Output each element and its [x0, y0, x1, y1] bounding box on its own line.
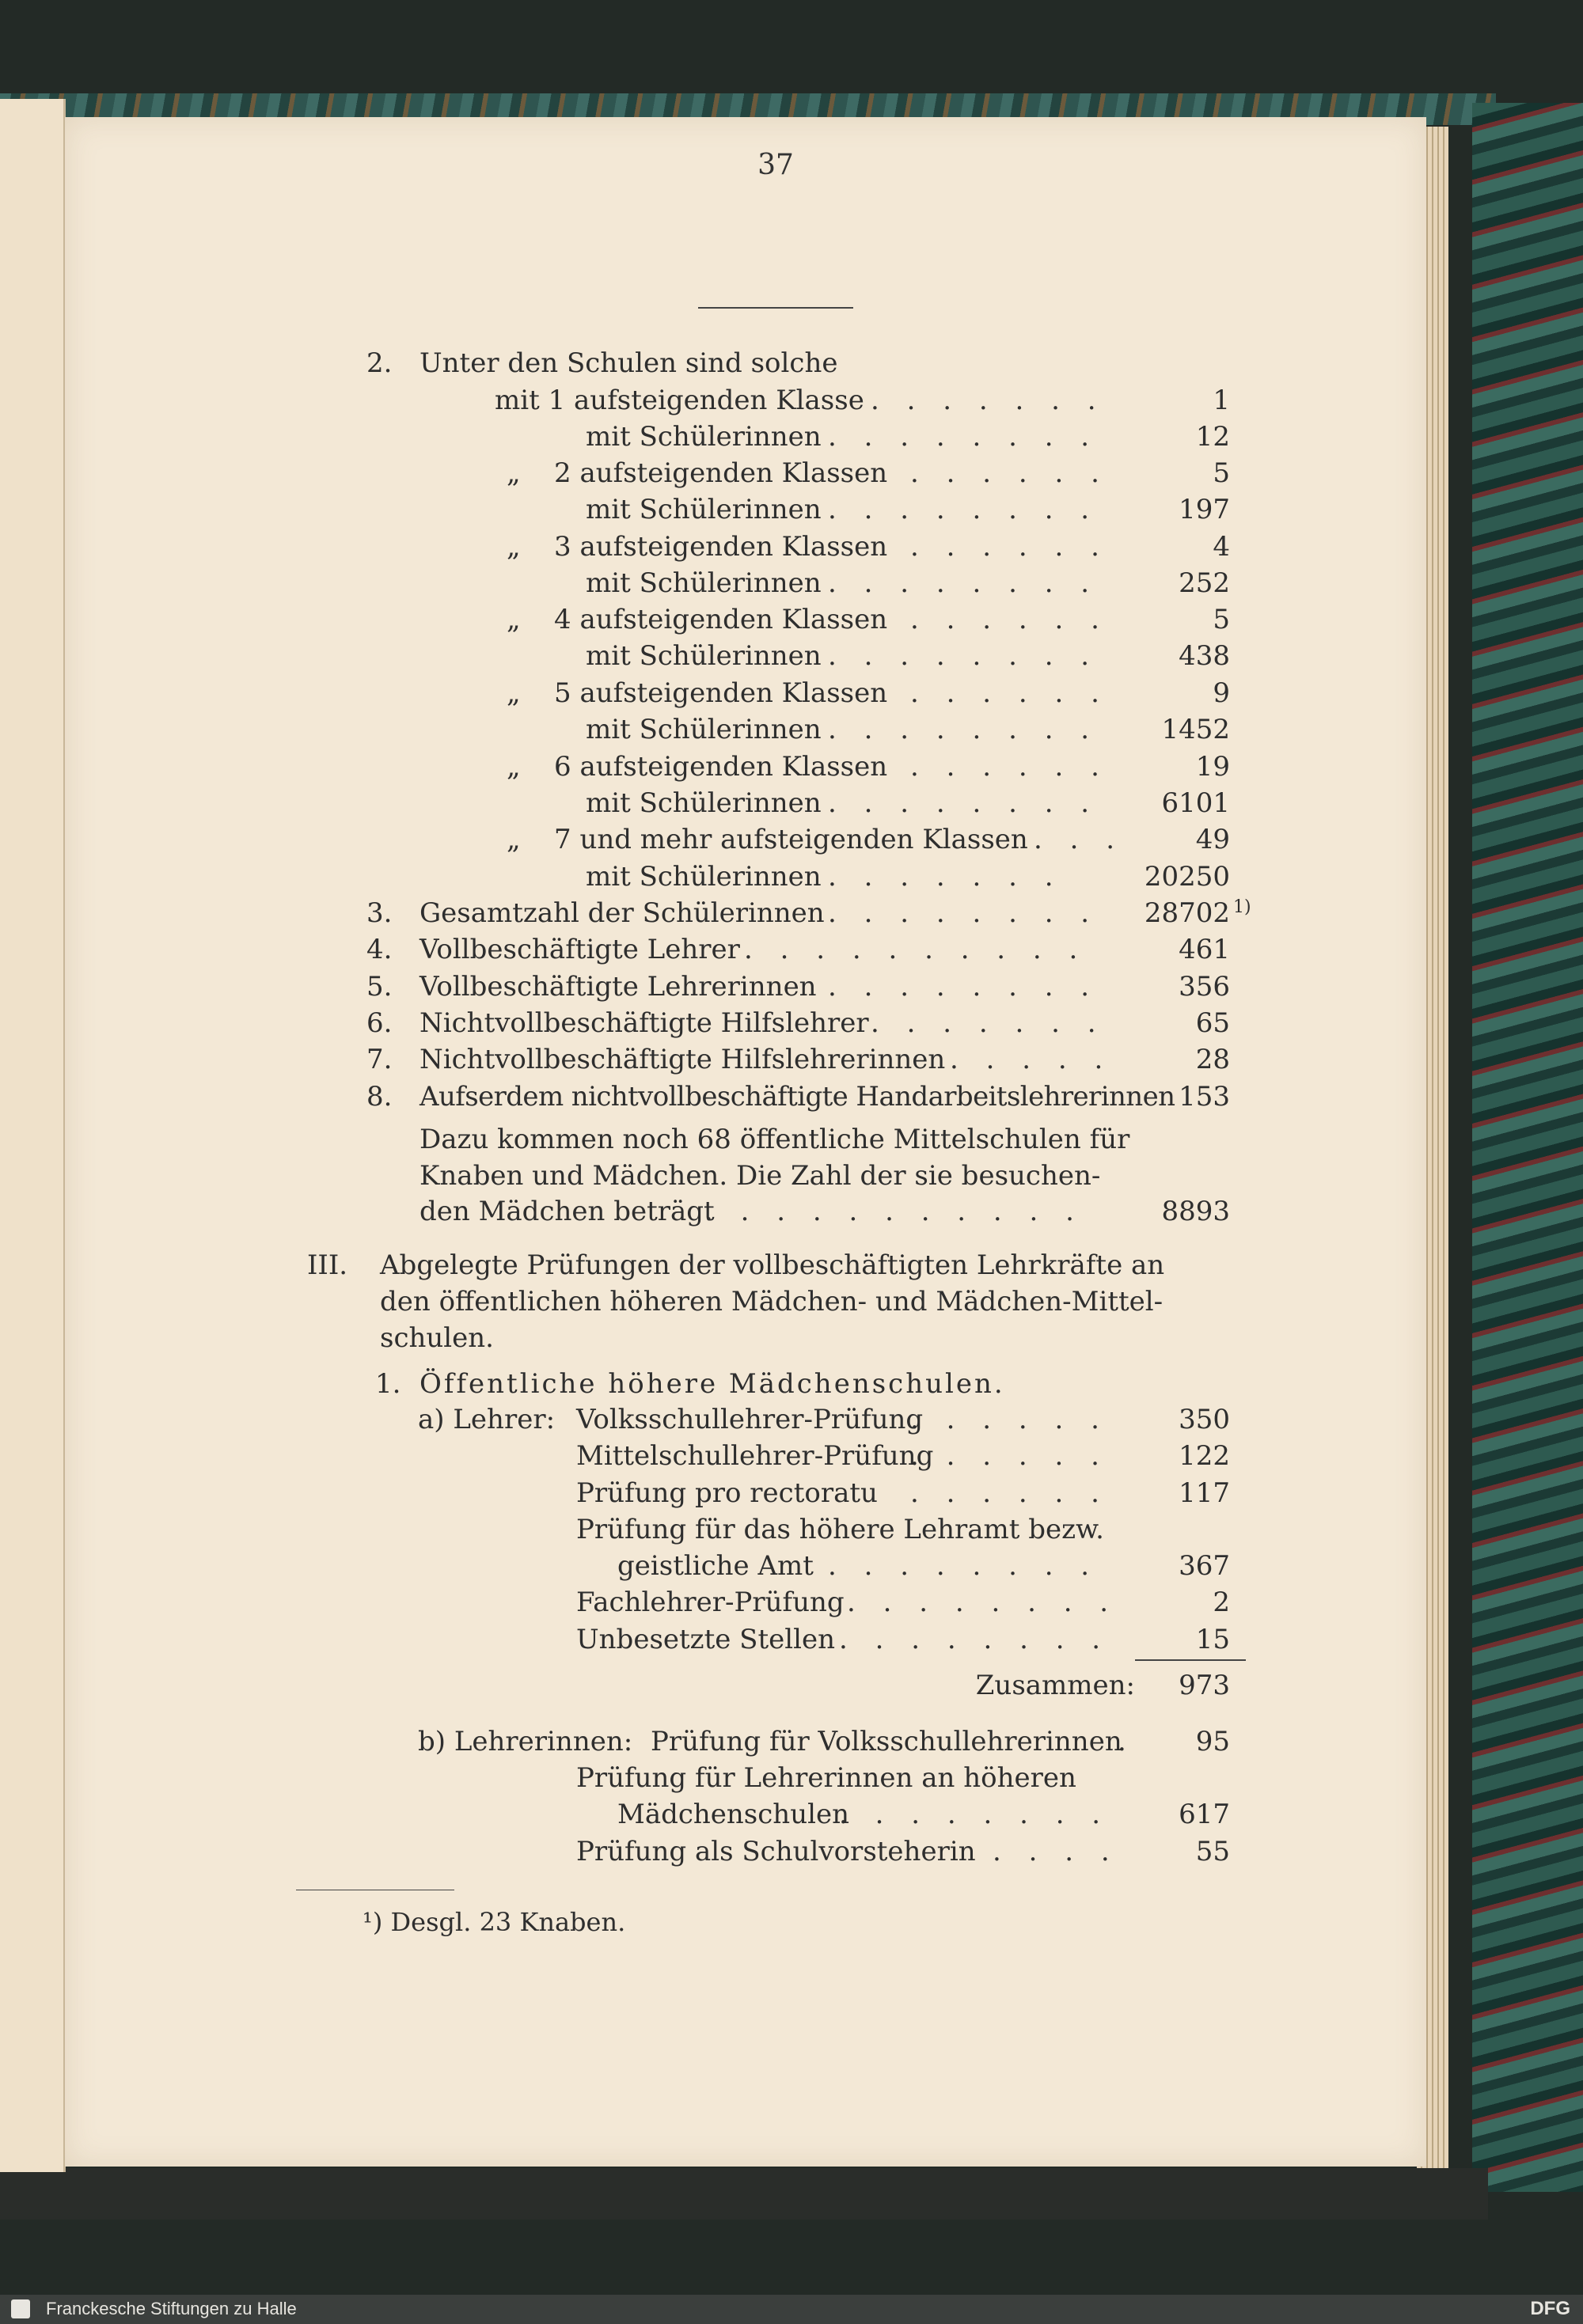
- item-label: Vollbeschäftigte Lehrerinnen: [419, 971, 817, 1003]
- leader-dots: . . . . . . . .: [828, 494, 1099, 525]
- footnote-ref: 1): [1233, 897, 1251, 917]
- leader-dots: . . . . . .: [910, 604, 1109, 635]
- class-row-label: 2 aufsteigenden Klassen: [554, 457, 888, 489]
- leader-dots: . . . . . .: [910, 531, 1109, 563]
- leader-dots: . . . . . . . .: [828, 714, 1099, 745]
- leader-dots: . . . . . .: [910, 1404, 1109, 1435]
- leader-dots: . . . . . . . .: [828, 971, 1099, 1003]
- exam-value: 367: [1179, 1550, 1230, 1582]
- footnote: ¹) Desgl. 23 Knaben.: [363, 1907, 626, 1937]
- exam-label: Volksschullehrer-Prüfung: [576, 1404, 924, 1435]
- item-label: Gesamtzahl der Schülerinnen: [419, 897, 825, 929]
- total-label: Zusammen:: [975, 1670, 1135, 1701]
- item-value: 65: [1195, 1007, 1230, 1039]
- class-row-value: 1: [1213, 385, 1230, 416]
- class-row-value: 49: [1195, 824, 1230, 855]
- leader-dots: . . . . . . . .: [839, 1624, 1110, 1655]
- ditto-mark: „: [507, 677, 521, 709]
- class-row-label: 5 aufsteigenden Klassen: [554, 677, 888, 709]
- exam-value: 2: [1213, 1587, 1230, 1618]
- students-row-value: 1452: [1161, 714, 1230, 745]
- class-row-label: 3 aufsteigenden Klassen: [554, 531, 888, 563]
- students-row-label: mit Schülerinnen: [586, 567, 822, 599]
- library-name: Franckesche Stiftungen zu Halle: [46, 2299, 297, 2318]
- exam-value: 617: [1179, 1799, 1230, 1830]
- section-heading-line: Abgelegte Prüfungen der vollbeschäftigten Lehrkräfte an: [380, 1249, 1165, 1281]
- ditto-mark: „: [507, 457, 521, 489]
- leader-dots: . . . . .: [950, 1044, 1113, 1075]
- section-heading-line: schulen.: [380, 1322, 494, 1354]
- ditto-mark: „: [507, 531, 521, 563]
- exam-value: 95: [1195, 1726, 1230, 1757]
- exam-label: Prüfung für Lehrerinnen an höheren: [576, 1762, 1076, 1794]
- class-row-label: mit 1 aufsteigenden Klasse: [495, 385, 864, 416]
- class-row-value: 9: [1213, 677, 1230, 709]
- section-number: III.: [307, 1249, 348, 1281]
- paragraph-line: den Mädchen beträgt: [419, 1196, 715, 1227]
- item-label: Nichtvollbeschäftigte Hilfslehrerinnen: [419, 1044, 946, 1075]
- leader-dots: . . . . . . . .: [828, 640, 1099, 672]
- item-value: 28702: [1144, 897, 1230, 929]
- teacher-group-label: b) Lehrerinnen:: [418, 1726, 633, 1757]
- exam-label: Mädchenschulen: [617, 1799, 849, 1830]
- leader-dots: . . . . . . . . . .: [744, 934, 1088, 965]
- students-row-value: 6101: [1161, 787, 1230, 819]
- leader-dots: . . . . . . . . . . .: [704, 1196, 1084, 1227]
- leader-dots: . . . . . .: [910, 1477, 1109, 1509]
- exam-label: Mittelschullehrer-Prüfung: [576, 1440, 934, 1472]
- class-row-value: 19: [1195, 751, 1230, 783]
- ditto-mark: „: [507, 824, 521, 855]
- exam-label: Unbesetzte Stellen: [576, 1624, 836, 1655]
- leader-dots: . . . . . . . .: [828, 1550, 1099, 1582]
- item-value: 28: [1195, 1044, 1230, 1075]
- exam-value: 122: [1179, 1440, 1230, 1472]
- students-row-label: mit Schülerinnen: [586, 494, 822, 525]
- exam-value: 15: [1195, 1624, 1230, 1655]
- class-row-value: 4: [1213, 531, 1230, 563]
- class-row-label: 7 und mehr aufsteigenden Klassen: [554, 824, 1028, 855]
- ditto-mark: „: [507, 751, 521, 783]
- item-label: Nichtvollbeschäftigte Hilfslehrer: [419, 1007, 869, 1039]
- exam-label: Prüfung für Volksschullehrerinnen: [651, 1726, 1122, 1757]
- class-row-label: 4 aufsteigenden Klassen: [554, 604, 888, 635]
- teacher-group-label: a) Lehrer:: [418, 1404, 556, 1435]
- exam-label: Fachlehrer-Prüfung: [576, 1587, 845, 1618]
- item-value: 153: [1179, 1081, 1230, 1113]
- subsection-number: 1.: [375, 1368, 401, 1400]
- exam-value: 117: [1179, 1477, 1230, 1509]
- exam-label: Prüfung als Schulvorsteherin: [576, 1836, 976, 1867]
- class-row-value: 5: [1213, 457, 1230, 489]
- page-number: 37: [757, 149, 794, 181]
- exam-label: Prüfung für das höhere Lehramt bezw.: [576, 1514, 1104, 1545]
- students-row-value: 12: [1195, 421, 1230, 453]
- item-number: 7.: [366, 1044, 393, 1075]
- leader-dots: . . . . . . .: [871, 1007, 1106, 1039]
- leader-dots: . . . .: [993, 1836, 1119, 1867]
- students-row-label: mit Schülerinnen: [586, 787, 822, 819]
- class-row-value: 5: [1213, 604, 1230, 635]
- paragraph-line: Dazu kommen noch 68 öffentliche Mittelschulen für: [419, 1124, 1130, 1155]
- item-2-number: 2.: [366, 347, 393, 379]
- exam-label: geistliche Amt: [617, 1550, 814, 1582]
- item-number: 5.: [366, 971, 393, 1003]
- leader-dots: . . .: [1034, 824, 1125, 855]
- leader-dots: . . . . . . .: [871, 385, 1106, 416]
- students-row-value: 20250: [1144, 861, 1230, 893]
- leader-dots: . . . . . .: [910, 677, 1109, 709]
- students-row-value: 252: [1179, 567, 1230, 599]
- dfg-logo: DFG: [1530, 2298, 1570, 2319]
- item-label: Vollbeschäftigte Lehrer: [419, 934, 740, 965]
- paragraph-value: 8893: [1161, 1196, 1230, 1227]
- item-label: Aufserdem nichtvollbeschäftigte Handarbeitslehrerinnen: [419, 1081, 1175, 1113]
- library-logo-icon: [11, 2299, 30, 2318]
- leader-dots: . . . . . . . .: [828, 787, 1099, 819]
- class-row-label: 6 aufsteigenden Klassen: [554, 751, 888, 783]
- leader-dots: . . . . . . . .: [828, 567, 1099, 599]
- students-row-label: mit Schülerinnen: [586, 421, 822, 453]
- subsection-title: Öffentliche höhere Mädchenschulen.: [419, 1368, 1005, 1400]
- students-row-value: 438: [1179, 640, 1230, 672]
- leader-dots: . . . . . . . .: [847, 1587, 1118, 1618]
- exam-value: 55: [1195, 1836, 1230, 1867]
- leader-dots: . . . . . .: [910, 1440, 1109, 1472]
- section-heading-line: den öffentlichen höheren Mädchen- und Mädchen-Mittel-: [380, 1286, 1164, 1317]
- leader-dots: . . . . . . . .: [839, 1799, 1110, 1830]
- item-2-text: Unter den Schulen sind solche: [419, 347, 838, 379]
- item-number: 3.: [366, 897, 393, 929]
- item-value: 356: [1179, 971, 1230, 1003]
- leader-dots: . . . . . . . .: [828, 897, 1099, 929]
- item-number: 6.: [366, 1007, 393, 1039]
- total-value: 973: [1179, 1670, 1230, 1701]
- sum-rule: [1135, 1659, 1246, 1661]
- exam-value: 350: [1179, 1404, 1230, 1435]
- leader-dots: . . . . . . .: [828, 861, 1063, 893]
- students-row-label: mit Schülerinnen: [586, 714, 822, 745]
- ditto-mark: „: [507, 604, 521, 635]
- paragraph-line: Knaben und Mädchen. Die Zahl der sie besuchen-: [419, 1160, 1101, 1192]
- exam-label: Prüfung pro rectoratu: [576, 1477, 878, 1509]
- item-value: 461: [1179, 934, 1230, 965]
- item-number: 8.: [366, 1081, 393, 1113]
- students-row-label: mit Schülerinnen: [586, 861, 822, 893]
- item-number: 4.: [366, 934, 393, 965]
- leader-dots: . . . . . .: [910, 457, 1109, 489]
- leader-dots: .: [1118, 1726, 1136, 1757]
- students-row-label: mit Schülerinnen: [586, 640, 822, 672]
- students-row-value: 197: [1179, 494, 1230, 525]
- leader-dots: . . . . . . . .: [828, 421, 1099, 453]
- leader-dots: . . . . . .: [910, 751, 1109, 783]
